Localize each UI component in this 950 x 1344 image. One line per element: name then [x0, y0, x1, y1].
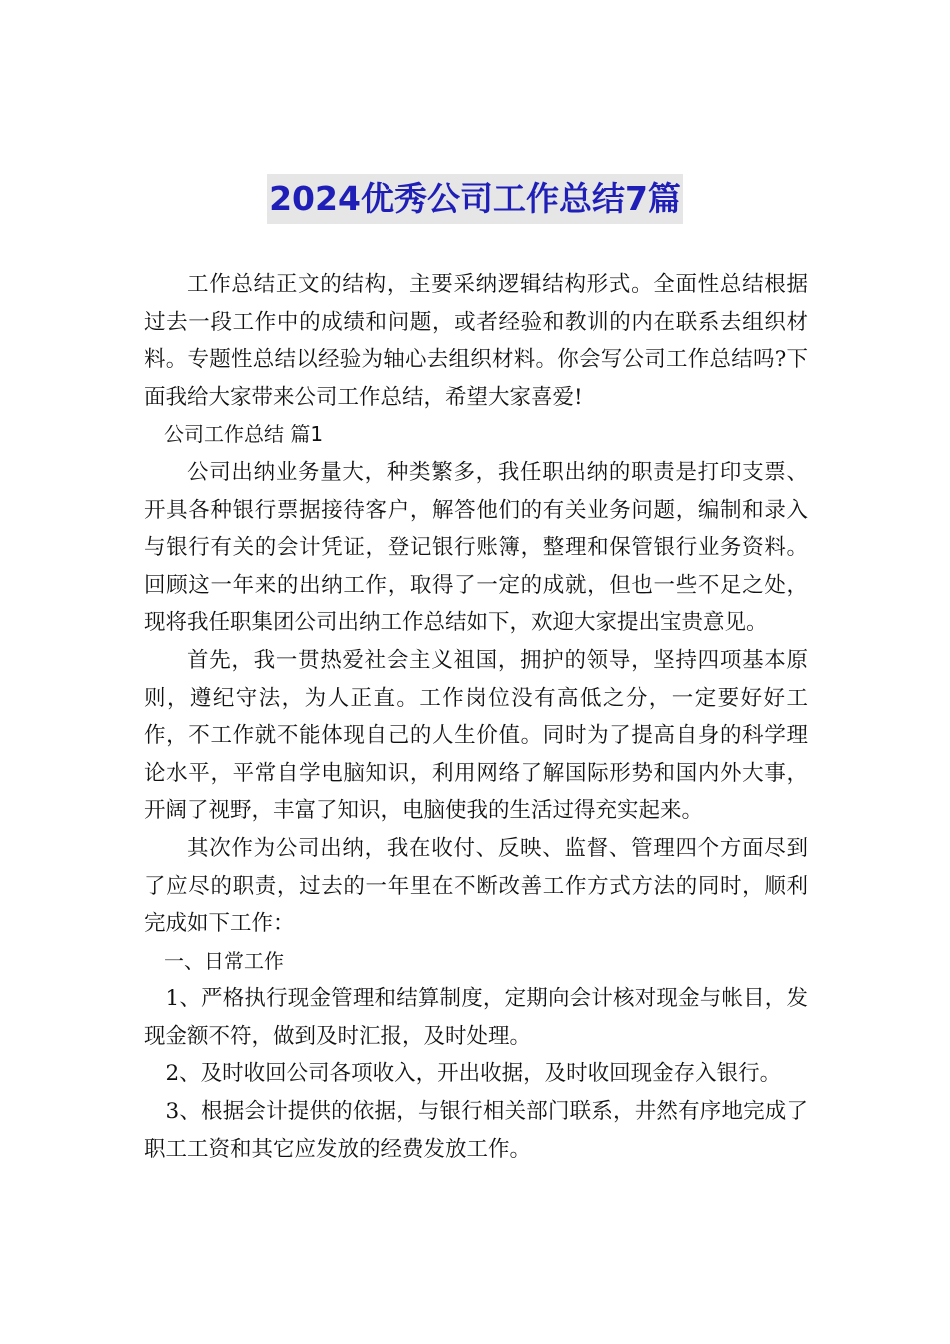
intro-paragraph: 工作总结正文的结构，主要采纳逻辑结构形式。全面性总结根据过去一段工作中的成绩和问题，或者经验和教训的内在联系去组织材料。专题性总结以经验为轴心去组织材料。你会写公司工作总结吗?下面我给大家带来公司工作总结，希望大家喜爱! — [144, 272, 808, 410]
list-item-2: 2、及时收回公司各项收入，开出收据，及时收回现金存入银行。 — [165, 1061, 782, 1087]
document-title: 2024优秀公司工作总结7篇 — [267, 174, 683, 224]
body-paragraph-2: 首先，我一贯热爱社会主义祖国，拥护的领导，坚持四项基本原则，遵纪守法，为人正直。工作岗位没有高低之分，一定要好好工作，不工作就不能体现自己的人生价值。同时为了提高自身的科学理论水平，平常自学电脑知识，利用网络了解国际形势和国内外大事，开阔了视野，丰富了知识，电脑使我的生活过得充实起来。 — [144, 647, 808, 824]
list-item-1: 1、严格执行现金管理和结算制度，定期向会计核对现金与帐目，发现金额不符，做到及时汇报，及时处理。 — [144, 986, 808, 1049]
body-paragraph-3: 其次作为公司出纳，我在收付、反映、监督、管理四个方面尽到了应尽的职责，过去的一年里在不断改善工作方式方法的同时，顺利完成如下工作： — [144, 835, 808, 937]
body-paragraph-1: 公司出纳业务量大，种类繁多，我任职出纳的职责是打印支票、开具各种银行票据接待客户，解答他们的有关业务问题，编制和录入与银行有关的会计凭证，登记银行账簿，整理和保管银行业务资料。回顾这一年来的出纳工作，取得了一定的成就，但也一些不足之处，现将我任职集团公司出纳工作总结如下，欢迎大家提出宝贵意见。 — [144, 459, 808, 636]
title-container — [0, 174, 950, 224]
subsection-heading: 一、日常工作 — [164, 948, 284, 973]
document-body — [144, 266, 808, 1168]
section-heading: 公司工作总结 篇1 — [164, 422, 324, 447]
list-item-3: 3、根据会计提供的依据，与银行相关部门联系，井然有序地完成了职工工资和其它应发放的经费发放工作。 — [144, 1099, 808, 1162]
